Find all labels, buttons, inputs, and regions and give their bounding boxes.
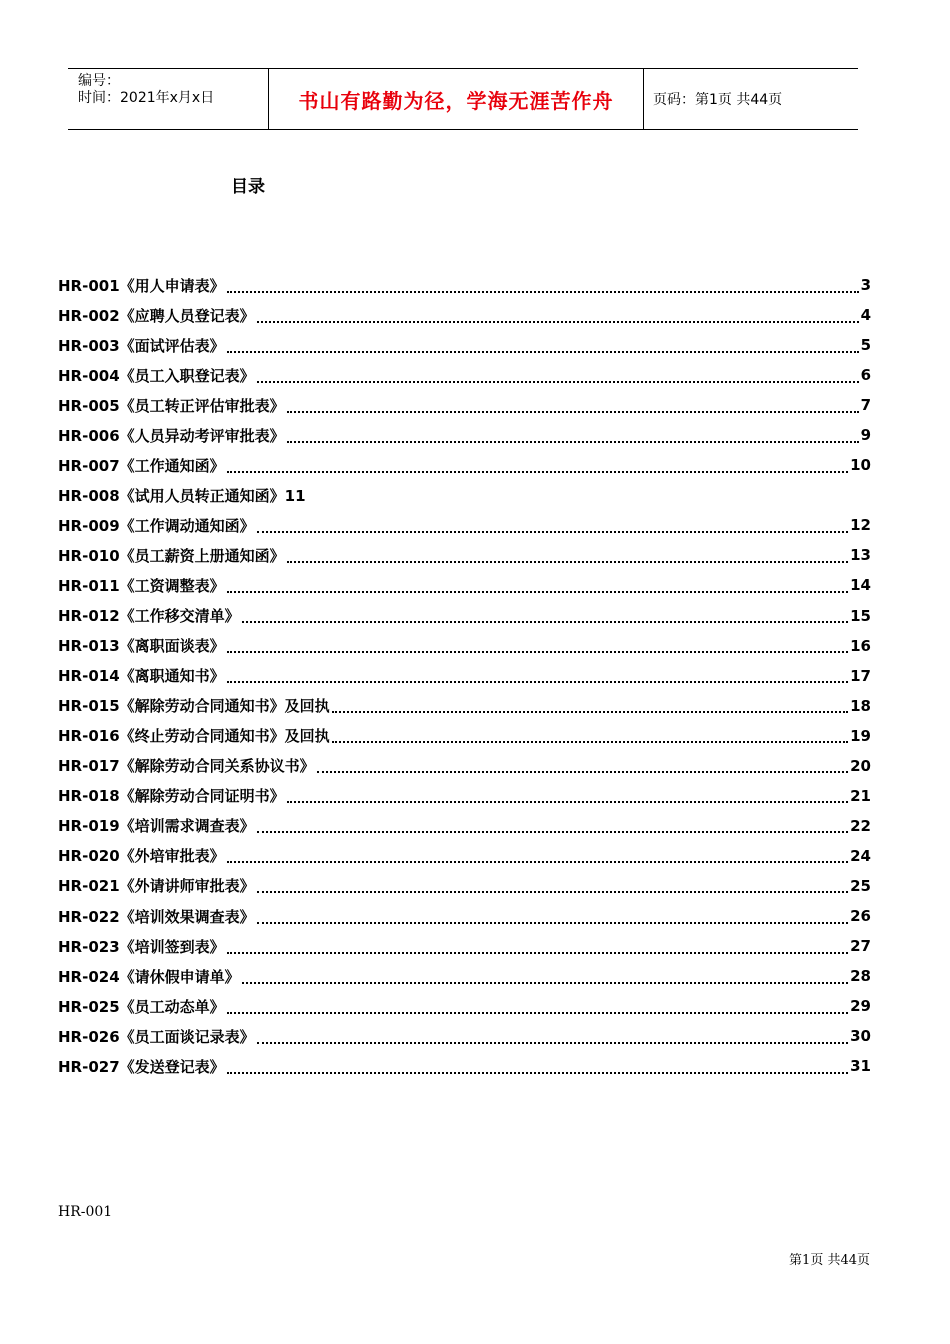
- toc-entry[interactable]: [58, 1021, 871, 1051]
- toc-entry[interactable]: [58, 1051, 871, 1081]
- toc-leader-dots: [242, 620, 848, 623]
- page-header: [68, 68, 858, 130]
- toc-entry-label: HR-006《人员异动考评审批表》: [58, 426, 285, 445]
- toc-leader-dots: [317, 770, 848, 773]
- table-of-contents: [58, 270, 871, 1081]
- toc-entry[interactable]: [58, 691, 871, 721]
- toc-entry[interactable]: [58, 841, 871, 871]
- toc-entry-label: HR-024《请休假申请单》: [58, 967, 240, 986]
- toc-leader-dots: [287, 800, 848, 803]
- toc-leader-dots: [227, 290, 859, 293]
- header-motto: 书山有路勤为径，学海无涯苦作舟: [269, 69, 644, 129]
- toc-entry-page: 28: [850, 967, 871, 986]
- code-label: 编号：: [78, 73, 120, 89]
- toc-entry-page: 29: [850, 997, 871, 1016]
- toc-leader-dots: [227, 1071, 848, 1074]
- toc-entry[interactable]: [58, 991, 871, 1021]
- toc-entry-page: 30: [850, 1027, 871, 1046]
- toc-entry-label: HR-026《员工面谈记录表》: [58, 1027, 255, 1046]
- toc-entry-page: 27: [850, 937, 871, 956]
- toc-leader-dots: [227, 680, 848, 683]
- toc-entry-page: 17: [850, 666, 871, 685]
- toc-entry[interactable]: [58, 961, 871, 991]
- toc-leader-dots: [257, 530, 848, 533]
- toc-leader-dots: [227, 951, 848, 954]
- toc-entry-page: 22: [850, 816, 871, 835]
- toc-entry[interactable]: [58, 420, 871, 450]
- toc-entry-label: HR-002《应聘人员登记表》: [58, 306, 255, 325]
- toc-entry-label: HR-011《工资调整表》: [58, 576, 225, 595]
- toc-entry-page: 7: [860, 396, 871, 415]
- toc-entry[interactable]: [58, 390, 871, 420]
- toc-leader-dots: [287, 410, 859, 413]
- toc-entry-page: 3: [860, 276, 871, 295]
- toc-entry-page: 25: [850, 876, 871, 895]
- toc-entry-label: HR-021《外请讲师审批表》: [58, 877, 255, 896]
- toc-entry[interactable]: [58, 570, 871, 600]
- toc-entry-page: 15: [850, 606, 871, 625]
- toc-title: 目录: [231, 177, 265, 197]
- toc-leader-dots: [257, 380, 859, 383]
- toc-leader-dots: [227, 470, 848, 473]
- toc-entry-page: 21: [850, 786, 871, 805]
- toc-entry[interactable]: [58, 360, 871, 390]
- toc-entry-label: HR-019《培训需求调查表》: [58, 817, 255, 836]
- toc-entry[interactable]: [58, 901, 871, 931]
- toc-leader-dots: [257, 921, 848, 924]
- toc-entry[interactable]: [58, 871, 871, 901]
- header-page-info: 页码：第1页 共44页: [653, 92, 783, 108]
- toc-entry-label: HR-001《用人申请表》: [58, 276, 225, 295]
- header-meta: [68, 69, 269, 129]
- toc-leader-dots: [257, 1041, 848, 1044]
- toc-entry-page: 4: [860, 306, 871, 325]
- toc-entry-label: HR-009《工作调动通知函》: [58, 516, 255, 535]
- toc-entry-page: 12: [850, 516, 871, 535]
- toc-entry[interactable]: [58, 931, 871, 961]
- toc-entry-label: HR-004《员工入职登记表》: [58, 366, 255, 385]
- toc-entry[interactable]: [58, 601, 871, 631]
- toc-leader-dots: [287, 560, 848, 563]
- toc-entry[interactable]: [58, 721, 871, 751]
- toc-entry-page: 26: [850, 907, 871, 925]
- toc-leader-dots: [257, 320, 859, 323]
- toc-entry-label: HR-018《解除劳动合同证明书》: [58, 787, 285, 806]
- toc-entry-label: HR-013《离职面谈表》: [58, 637, 225, 656]
- toc-entry-label: HR-027《发送登记表》: [58, 1057, 225, 1076]
- page-footer: 第1页 共44页: [789, 1253, 870, 1268]
- toc-entry[interactable]: [58, 510, 871, 540]
- toc-leader-dots: [332, 710, 848, 713]
- toc-leader-dots: [227, 350, 859, 353]
- toc-entry-label: HR-005《员工转正评估审批表》: [58, 396, 285, 415]
- time-label: 时间：2021年x月x日: [78, 90, 215, 106]
- toc-entry-label: HR-023《培训签到表》: [58, 937, 225, 956]
- toc-entry-page: 6: [860, 366, 871, 385]
- toc-leader-dots: [257, 890, 848, 893]
- toc-entry-page: 5: [860, 336, 871, 355]
- toc-entry-page: 20: [850, 756, 871, 775]
- toc-entry[interactable]: [58, 300, 871, 330]
- section-code: HR-001: [58, 1204, 113, 1220]
- toc-entry-label: HR-022《培训效果调查表》: [58, 907, 255, 926]
- toc-entry[interactable]: [58, 661, 871, 691]
- toc-entry-page: 14: [850, 576, 871, 595]
- toc-entry[interactable]: [58, 781, 871, 811]
- toc-entry-label: HR-012《工作移交清单》: [58, 607, 240, 626]
- toc-entry[interactable]: [58, 480, 871, 510]
- toc-entry-page: 24: [850, 846, 871, 865]
- toc-leader-dots: [227, 1011, 848, 1014]
- toc-entry-label: HR-014《离职通知书》: [58, 667, 225, 686]
- toc-entry[interactable]: [58, 330, 871, 360]
- toc-entry[interactable]: [58, 450, 871, 480]
- toc-entry-page: 19: [850, 726, 871, 745]
- toc-entry[interactable]: [58, 540, 871, 570]
- toc-entry-page: 16: [850, 636, 871, 655]
- toc-entry[interactable]: [58, 270, 871, 300]
- toc-entry-label: HR-007《工作通知函》: [58, 456, 225, 475]
- toc-entry-page: 10: [850, 456, 871, 475]
- toc-leader-dots: [227, 860, 848, 863]
- toc-entry-page: 9: [860, 426, 871, 445]
- toc-entry-page: 18: [850, 696, 871, 715]
- toc-entry-label: HR-025《员工动态单》: [58, 997, 225, 1016]
- toc-entry-label: HR-010《员工薪资上册通知函》: [58, 546, 285, 565]
- toc-entry-label: HR-017《解除劳动合同关系协议书》: [58, 757, 315, 776]
- toc-leader-dots: [287, 440, 859, 443]
- toc-entry-label: HR-016《终止劳动合同通知书》及回执: [58, 727, 330, 746]
- toc-entry[interactable]: [58, 811, 871, 841]
- toc-entry-page: 31: [850, 1057, 871, 1076]
- toc-entry-label: HR-020《外培审批表》: [58, 847, 225, 866]
- toc-leader-dots: [242, 981, 848, 984]
- toc-leader-dots: [227, 650, 848, 653]
- toc-entry[interactable]: [58, 631, 871, 661]
- toc-leader-dots: [257, 830, 848, 833]
- toc-entry-page: 13: [850, 546, 871, 565]
- toc-leader-dots: [227, 590, 848, 593]
- toc-entry[interactable]: [58, 751, 871, 781]
- toc-entry-label: HR-015《解除劳动合同通知书》及回执: [58, 697, 330, 716]
- toc-entry-label: HR-003《面试评估表》: [58, 336, 225, 355]
- toc-entry-label: HR-008《试用人员转正通知函》11: [58, 486, 306, 505]
- toc-leader-dots: [332, 740, 848, 743]
